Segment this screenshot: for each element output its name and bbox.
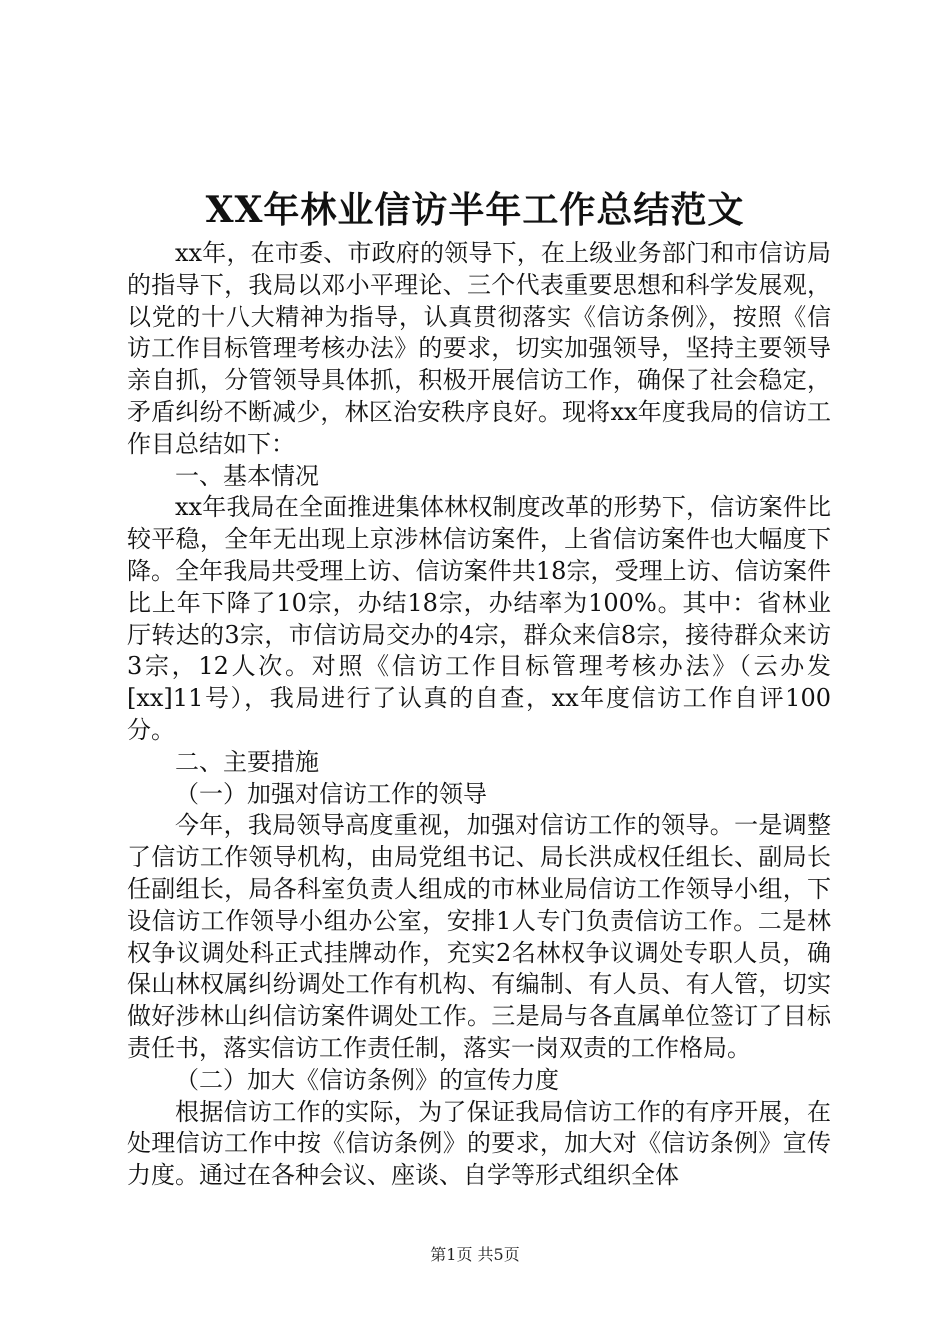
subsection-heading-leadership: （一）加强对信访工作的领导 xyxy=(175,779,487,808)
document-body xyxy=(127,238,831,1192)
document-title: XX年林业信访半年工作总结范文 xyxy=(205,189,745,231)
basic-situation-paragraph: xx年我局在全面推进集体林权制度改革的形势下，信访案件比较平稳，全年无出现上京涉林信访案件，上省信访案件也大幅度下降。全年我局共受理上访、信访案件共18宗，受理上访、信访案件比上年下降了10宗，办结18宗，办结率为100%。其中：省林业厅转达的3宗，市信访局交办的4宗，群众来信8宗，接待群众来访3宗，12人次。对照《信访工作目标管理考核办法》（云办发[xx]11号），我局进行了认真的自查，xx年度信访工作自评100分。 xyxy=(127,493,831,744)
subsection-heading-publicity: （二）加大《信访条例》的宣传力度 xyxy=(175,1065,559,1094)
leadership-paragraph: 今年，我局领导高度重视，加强对信访工作的领导。一是调整了信访工作领导机构，由局党组书记、局长洪成权任组长、副局长任副组长，局各科室负责人组成的市林业局信访工作领导小组，下设信访工作领导小组办公室，安排1人专门负责信访工作。二是林权争议调处科正式挂牌动作，充实2名林权争议调处专职人员，确保山林权属纠纷调处工作有机构、有编制、有人员、有人管，切实做好涉林山纠信访案件调处工作。三是局与各直属单位签订了目标责任书，落实信访工作责任制，落实一岗双责的工作格局。 xyxy=(127,811,831,1062)
intro-paragraph: xx年，在市委、市政府的领导下，在上级业务部门和市信访局的指导下，我局以邓小平理论、三个代表重要思想和科学发展观，以党的十八大精神为指导，认真贯彻落实《信访条例》，按照《信访工作目标管理考核办法》的要求，切实加强领导，坚持主要领导亲自抓，分管领导具体抓，积极开展信访工作，确保了社会稳定，矛盾纠纷不断减少，林区治安秩序良好。现将xx年度我局的信访工作目总结如下： xyxy=(127,239,831,458)
section-heading-basic-situation: 一、基本情况 xyxy=(175,461,319,490)
publicity-paragraph: 根据信访工作的实际，为了保证我局信访工作的有序开展，在处理信访工作中按《信访条例》的要求，加大对《信访条例》宣传力度。通过在各种会议、座谈、自学等形式组织全体 xyxy=(127,1097,831,1190)
page-number-footer: 第1页 共5页 xyxy=(430,1245,520,1264)
section-heading-main-measures: 二、主要措施 xyxy=(175,747,319,776)
